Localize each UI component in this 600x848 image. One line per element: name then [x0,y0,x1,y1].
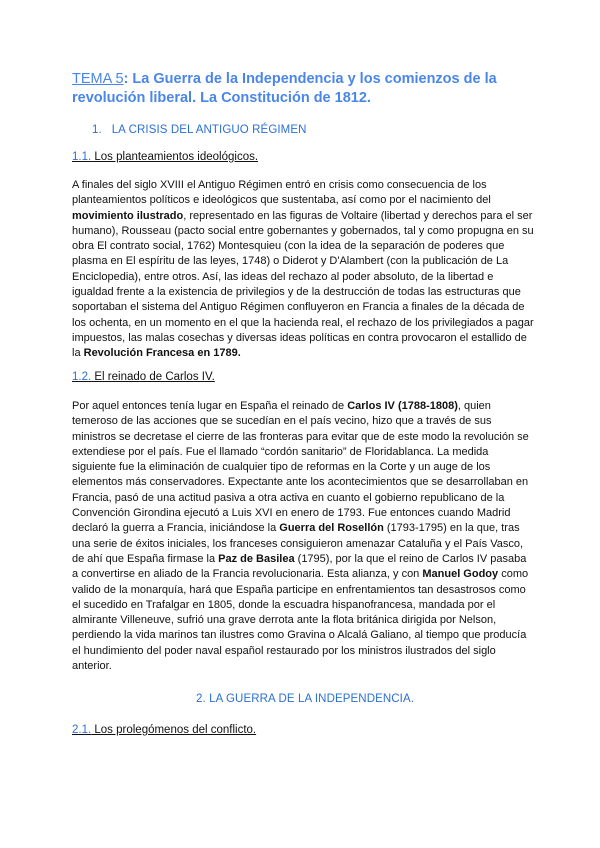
bold-term: Paz de Basilea [218,552,295,565]
subheading-1-2-title: El reinado de Carlos IV. [91,371,215,383]
subheading-2-1-title: Los prolegómenos del conflicto. [91,724,257,736]
paragraph-text: Por aquel entonces tenía lugar en España el reinado de [72,400,348,412]
bold-term: Carlos IV (1788-1808) [347,400,458,412]
bold-term: Manuel Godoy [422,568,499,581]
paragraph-carlos-iv [72,399,534,674]
section-heading-1 [92,124,307,136]
document-title [72,70,542,108]
title-number: TEMA 5 [72,71,124,87]
section-1-title: LA CRISIS DEL ANTIGUO RÉGIMEN [111,124,307,136]
subheading-1-2-number: 1.2. [72,371,92,383]
section-heading-2: 2. LA GUERRA DE LA INDEPENDENCIA. [196,693,415,705]
paragraph-text: (1795), por la que el reino de Carlos IV pasaba a convertirse en aliado de la Francia revolucionaria. Esta alianza, y con [72,552,527,581]
paragraph-text: , representado en las figuras de Voltaire (libertad y derechos para el ser humano), Rousseau (pacto social entre gobernantes y gobernados, tal y como propugna en su obra El contrato social, 1762) Montesquieu (con la idea de la separación de poderes que plasma en El espíritu de las leyes, 1748) o Diderot y D'Alambert (con la publicación de La Enciclopedia), entre otros. Así, las ideas del rechazo al poder absoluto, de la libertad e igualdad frente a la existencia de privilegios y de la destrucción de todas las estructuras que soportaban el sistema del Antiguo Régimen confluyeron en Francia a finales de la década de los ochenta, en un momento en el que la hacienda real, el rechazo de los privilegiados a pagar impuestos, las malas cosechas y diversas ideas políticas en contra provocaron el estallido de la [72,209,534,360]
paragraph-text: (1793-1795) en la que, tras una serie de éxitos iniciales, los franceses consiguieron amenazar Cataluña y el País Vasco, de ahí que España firmase la [72,522,524,565]
subheading-1-1-number: 1.1. [72,151,92,163]
paragraph-ideological [72,178,534,362]
subheading-1-1 [72,151,258,163]
subheading-1-2 [72,371,215,383]
paragraph-text: como valido de la monarquía, hará que España participe en enfrentamientos tan desastrosos como el sucedido en Trafalgar en 1805, donde la escuadra hispanofrancesa, mandada por el almirante Villeneuve, sufrió una grave derrota ante la flota británica dirigida por Nelson, perdiendo la vida marinos tan ilustres como Gravina o Alcalá Galiano, al tiempo que producía el hundimiento del poder naval español restaurado por los ministros ilustrados del siglo anterior. [72,568,529,673]
subheading-2-1 [72,724,256,736]
paragraph-text: A finales del siglo XVIII el Antiguo Régimen entró en crisis como consecuencia de los planteamientos políticos e ideológicos que sustentaba, así como por el nacimiento del [72,179,491,207]
bold-term: movimiento ilustrado [72,209,184,222]
section-1-number: 1. [92,124,102,136]
bold-term: Revolución Francesa en 1789. [83,347,241,360]
subheading-1-1-title: Los planteamientos ideológicos. [91,151,259,163]
subheading-2-1-number: 2.1. [72,724,92,736]
paragraph-text: , quien temeroso de las acciones que se sucedían en el país vecino, hizo que a través de sus ministros se decretase el cierre de las fronteras para evitar que de este modo la revolución se extendiese por el país. Fue el llamado “cordón sanitario” de Floridablanca. La medida siguiente fue la eliminación de cualquier tipo de reformas en la Corte y un auge de los elementos más conservadores. Expectante ante los acontecimientos que se desarrollaban en Francia, pasó de una actitud pasiva a otra activa en cuanto el gobierno republicano de la Convención Girondina ejecutó a Luis XVI en enero de 1793. Fue entonces cuando Madrid declaró la guerra a Francia, iniciándose la [72,400,529,535]
bold-term: Guerra del Rosellón [279,522,384,535]
title-text: : La Guerra de la Independencia y los comienzos de la revolución liberal. La Constitución de 1812. [72,71,497,106]
